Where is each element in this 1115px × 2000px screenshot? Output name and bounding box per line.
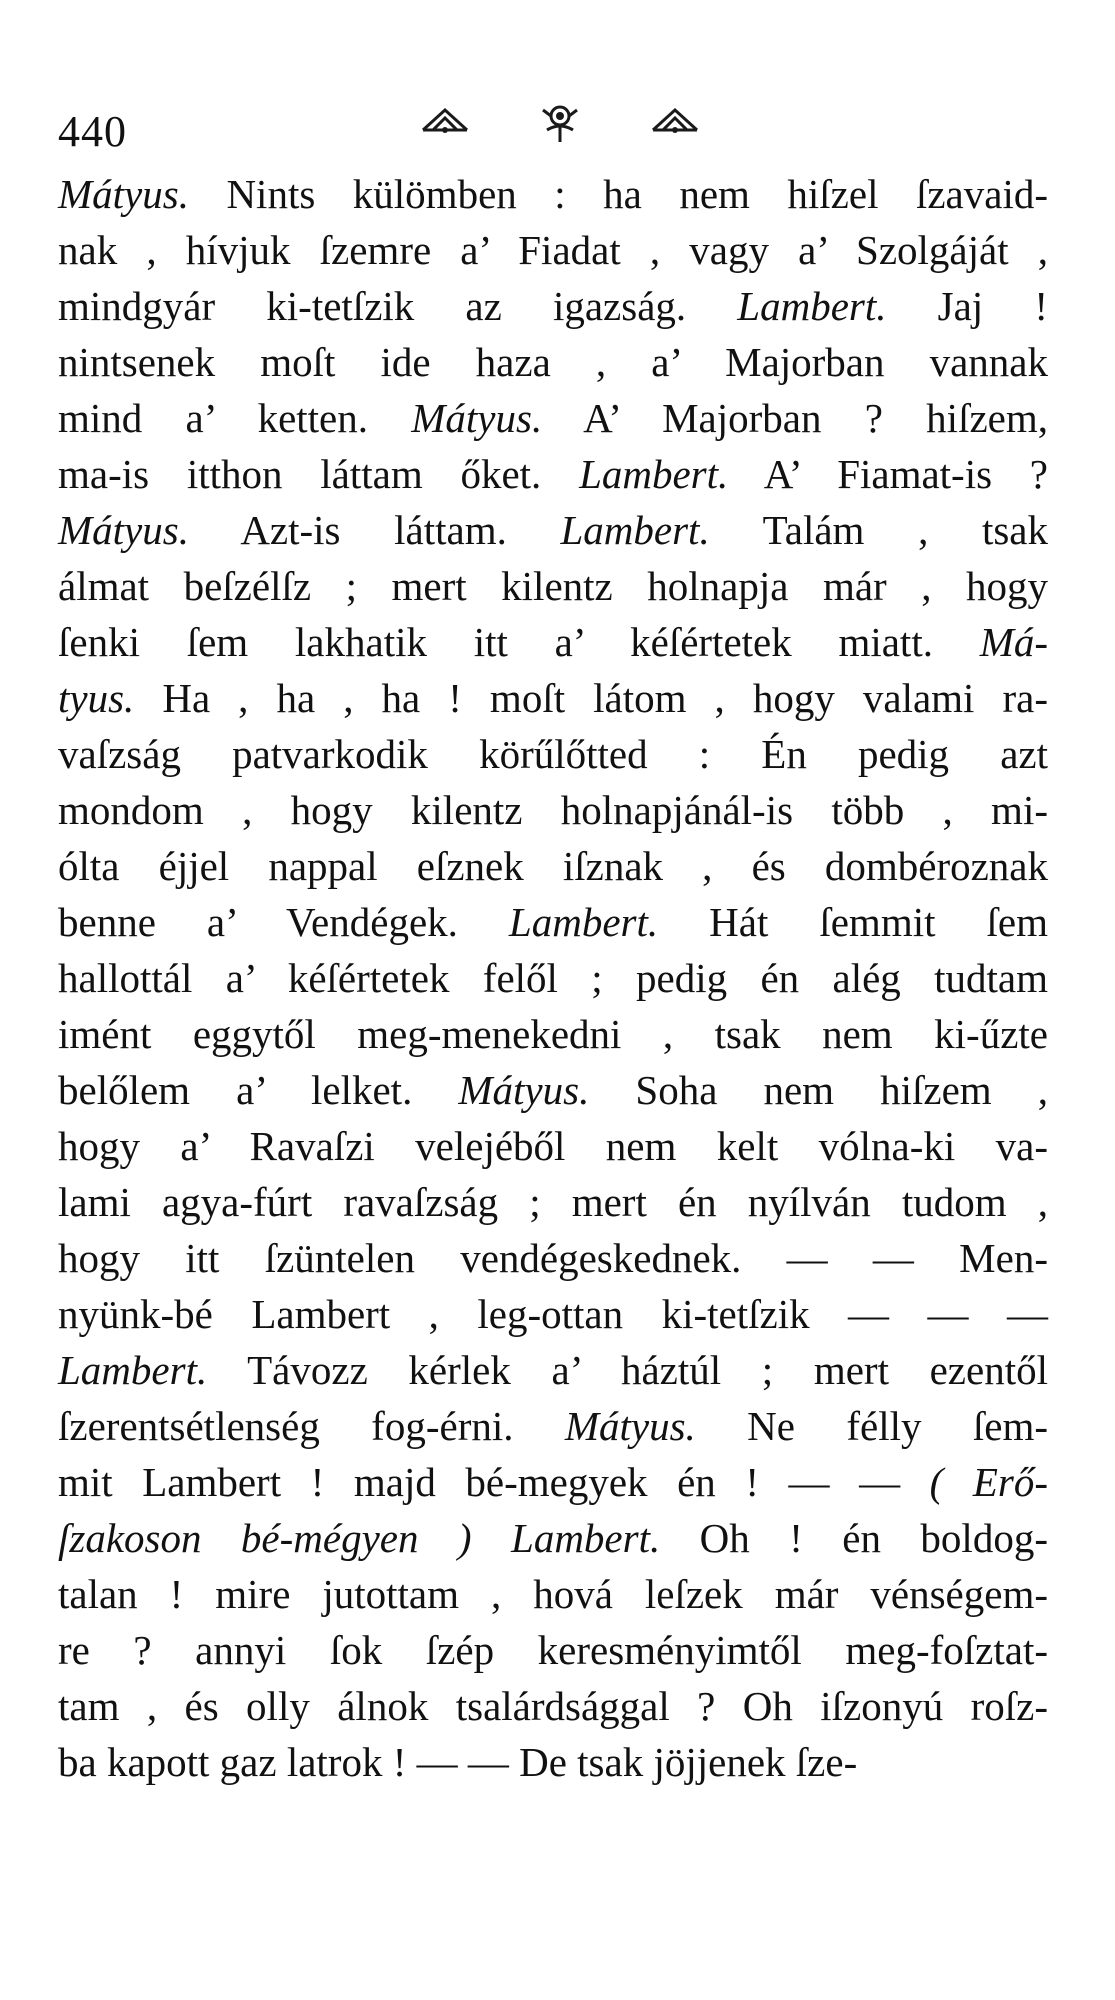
text-line [58, 166, 1048, 222]
page-header [0, 92, 1115, 156]
text-line [58, 1342, 1048, 1398]
speaker-or-direction: Mátyus. [58, 507, 189, 553]
text-segment: imént eggytől meg-menekedni , tsak nem ki-űzte [58, 1011, 1048, 1057]
text-segment: hogy a’ Ravaſzi velejéből nem kelt vólna-ki va- [58, 1123, 1048, 1169]
text-segment: tam , és olly álnok tsalárdsággal ? Oh iſzonyú roſz- [58, 1683, 1048, 1729]
text-line [58, 1286, 1048, 1342]
text-line [58, 1398, 1048, 1454]
text-segment: nak , hívjuk ſzemre a’ Fiadat , vagy a’ Szolgáját , [58, 227, 1048, 273]
text-line [58, 782, 1048, 838]
text-line [58, 1118, 1048, 1174]
text-line [58, 1454, 1048, 1510]
floral-star-ornament-icon [415, 100, 705, 146]
text-line [58, 1230, 1048, 1286]
text-line [58, 1622, 1048, 1678]
text-line [58, 838, 1048, 894]
text-segment: ba kapott gaz latrok ! — — De tsak jöjjenek ſze- [58, 1739, 858, 1785]
text-segment: Távozz kérlek a’ háztúl ; mert ezentől [207, 1347, 1048, 1393]
text-segment: talan ! mire jutottam , hová leſzek már vénségem- [58, 1571, 1048, 1617]
text-segment: mind a’ ketten. [58, 395, 412, 441]
text-line [58, 950, 1048, 1006]
text-segment [472, 1515, 511, 1561]
text-segment: vaſzság patvarkodik körűlőtted : Én pedig azt [58, 731, 1048, 777]
speaker-or-direction: Lambert. [560, 507, 710, 553]
text-segment: A’ Fiamat-is ? [728, 451, 1049, 497]
text-segment: ma-is itthon láttam őket. [58, 451, 580, 497]
text-segment: lami agya-fúrt ravaſzság ; mert én nyílván tudom , [58, 1179, 1048, 1225]
text-segment: nintsenek moſt ide haza , a’ Majorban vannak [58, 339, 1048, 385]
text-segment: Ne félly ſem- [695, 1403, 1048, 1449]
text-segment: benne a’ Vendégek. [58, 899, 509, 945]
text-line [58, 334, 1048, 390]
speaker-or-direction: Mátyus. [564, 1403, 696, 1449]
text-line [58, 1678, 1048, 1734]
text-segment: mindgyár ki-tetſzik az igazság. [58, 283, 738, 329]
speaker-or-direction: Lambert. [58, 1347, 208, 1393]
body-text [58, 166, 1048, 1790]
text-segment: belőlem a’ lelket. [58, 1067, 459, 1113]
text-line [58, 1006, 1048, 1062]
text-line [58, 502, 1048, 558]
text-segment: hogy itt ſzüntelen vendégeskednek. — — Men- [58, 1235, 1048, 1281]
text-line [58, 894, 1048, 950]
speaker-or-direction: Mátyus. [58, 171, 189, 217]
text-line [58, 1510, 1048, 1566]
text-line [58, 390, 1048, 446]
text-segment: ólta éjjel nappal eſznek iſznak , és dombéroznak [58, 843, 1048, 889]
text-segment: Azt-is láttam. [188, 507, 561, 553]
page-number: 440 [58, 107, 127, 156]
text-segment: Nints külömben : ha nem hiſzel ſzavaid- [188, 171, 1048, 217]
speaker-or-direction: Mátyus. [458, 1067, 590, 1113]
text-line [58, 278, 1048, 334]
text-line [58, 1174, 1048, 1230]
text-segment: Ha , ha , ha ! moſt látom , hogy valami ra- [134, 675, 1048, 721]
speaker-or-direction: Lambert. [737, 283, 887, 329]
text-segment: álmat beſzélſz ; mert kilentz holnapja már , hogy [58, 563, 1048, 609]
text-segment: hallottál a’ kéſértetek felől ; pedig én alég tudtam [58, 955, 1048, 1001]
text-segment: Talám , tsak [709, 507, 1048, 553]
speaker-or-direction: Mátyus. [411, 395, 543, 441]
speaker-or-direction: ſzakoson bé-mégyen ) [58, 1515, 472, 1561]
text-line [58, 1566, 1048, 1622]
speaker-or-direction: Lambert. [511, 1515, 661, 1561]
text-segment: Hát ſemmit ſem [658, 899, 1048, 945]
text-segment: ſenki ſem lakhatik itt a’ kéſértetek miatt. [58, 619, 980, 665]
text-line [58, 614, 1048, 670]
speaker-or-direction: Lambert. [508, 899, 659, 945]
speaker-or-direction: tyus. [58, 675, 135, 721]
text-line [58, 222, 1048, 278]
text-line [58, 670, 1048, 726]
speaker-or-direction: Má- [979, 619, 1048, 665]
text-segment: ſzerentsétlenség fog-érni. [58, 1403, 565, 1449]
text-segment: A’ Majorban ? hiſzem, [542, 395, 1048, 441]
text-line [58, 558, 1048, 614]
text-segment: re ? annyi ſok ſzép keresményimtől meg-foſztat- [58, 1627, 1048, 1673]
text-line [58, 1734, 1048, 1790]
text-line [58, 726, 1048, 782]
text-segment: mondom , hogy kilentz holnapjánál-is több , mi- [58, 787, 1048, 833]
speaker-or-direction: ( Erő- [929, 1459, 1048, 1505]
text-segment: mit Lambert ! majd bé-megyek én ! — — [58, 1459, 930, 1505]
text-line [58, 446, 1048, 502]
text-segment: Soha nem hiſzem , [589, 1067, 1048, 1113]
text-segment: Oh ! én boldog- [660, 1515, 1048, 1561]
text-segment: nyünk-bé Lambert , leg-ottan ki-tetſzik — — — [58, 1291, 1048, 1337]
speaker-or-direction: Lambert. [579, 451, 729, 497]
text-segment: Jaj ! [886, 283, 1048, 329]
text-line [58, 1062, 1048, 1118]
